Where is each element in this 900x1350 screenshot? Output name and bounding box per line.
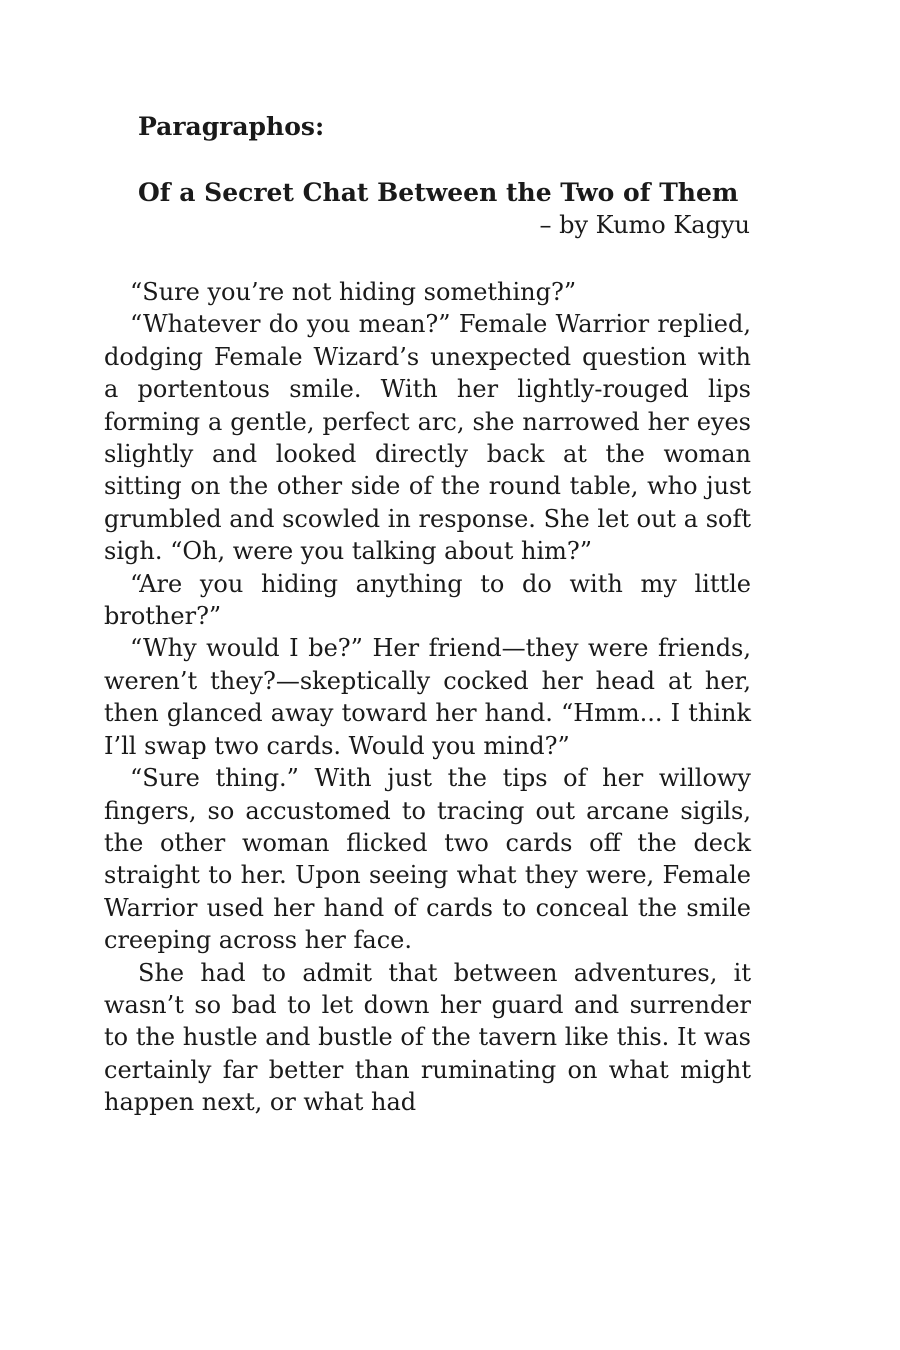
paragraph: She had to admit that between adventures, it wasn’t so bad to let down her guard and surrender to the hustle and bustle of the tavern like this. It was certainly far better than ruminating on what might happen next, or what had [104,958,751,1117]
paragraph: “Sure you’re not hiding something?” [130,278,577,306]
paragraph: “Whatever do you mean?” Female Warrior replied, dodging Female Wizard’s unexpected question with a portentous smile. With her lightly-rouged lips forming a gentle, perfect arc, she narrowed her eyes slightly and looked directly back at the woman sitting on the other side of the round table, who just grumbled and scowled in response. She let out a soft sigh. “Oh, were you talking about him?” [104,310,751,566]
author-byline: – by Kumo Kagyu [539,211,750,239]
story-body [104,276,751,1119]
paragraph: “Sure thing.” With just the tips of her willowy fingers, so accustomed to tracing out arcane sigils, the other woman flicked two cards off the deck straight to her. Upon seeing what they were, Female Warrior used her hand of cards to conceal the smile creeping across her face. [104,764,751,955]
story-title: Of a Secret Chat Between the Two of Them [138,178,739,207]
paragraph: “Why would I be?” Her friend—they were friends, weren’t they?—skeptically cocked her head at her, then glanced away toward her hand. “Hmm... I think I’ll swap two cards. Would you mind?” [104,634,751,760]
paragraph: “Are you hiding anything to do with my little brother?” [104,569,751,631]
section-label: Paragraphos: [138,112,325,141]
